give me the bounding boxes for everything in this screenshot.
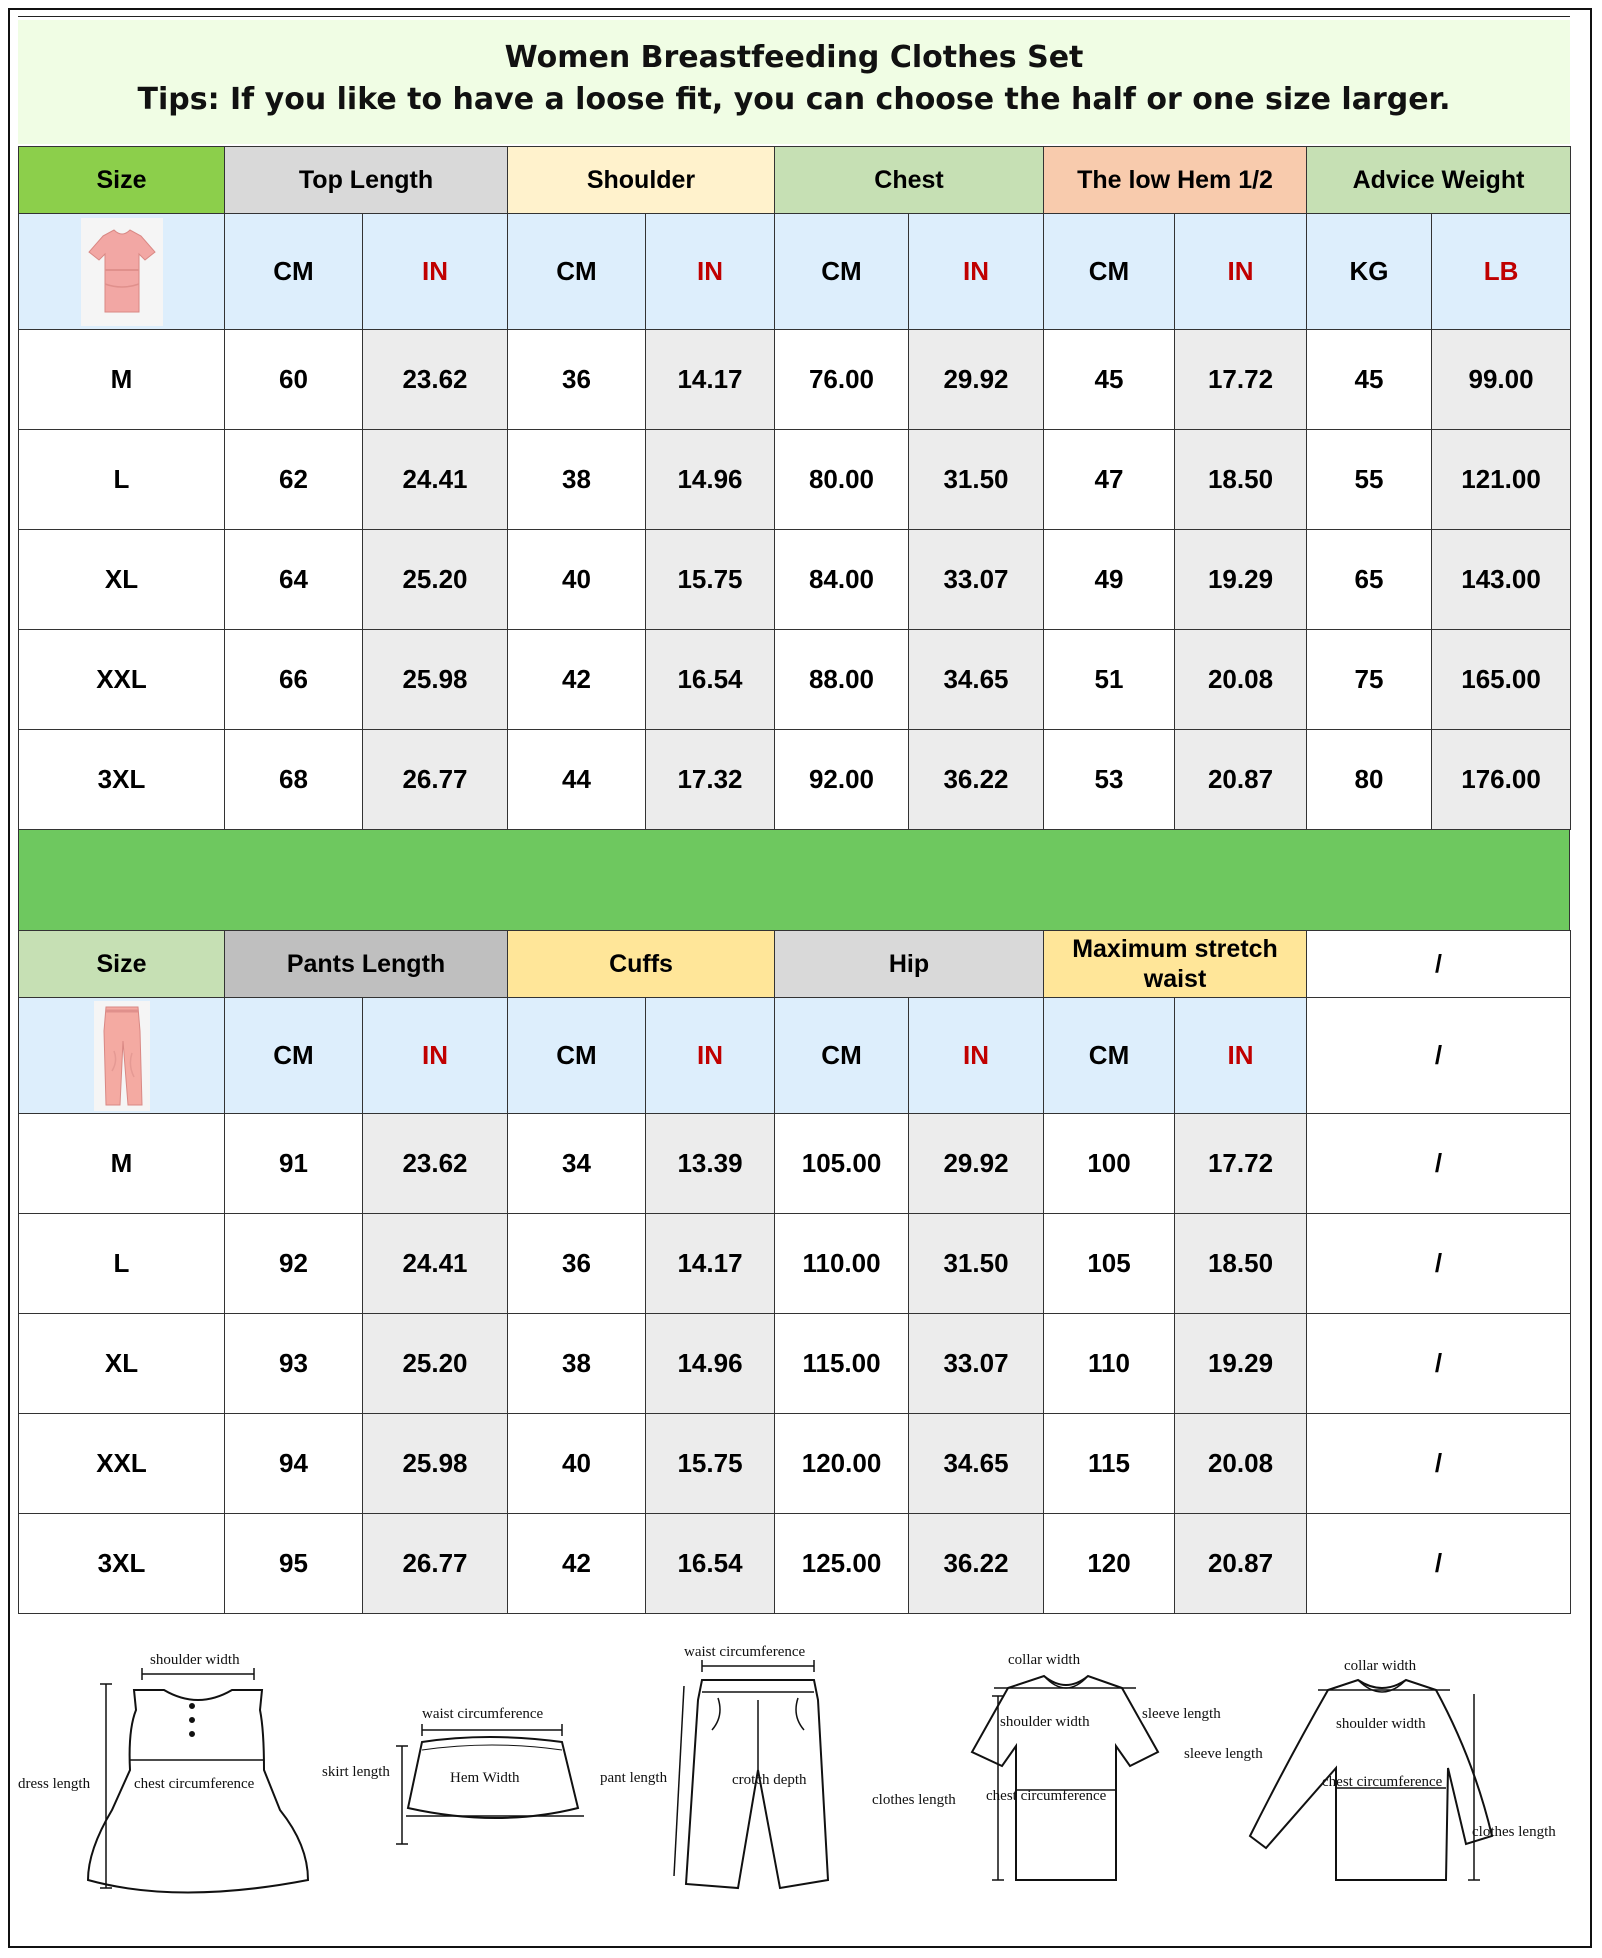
- label-collar-width: collar width: [1008, 1652, 1081, 1668]
- size-row: [19, 430, 1571, 530]
- label-sleeve-length: sleeve length: [1184, 1746, 1263, 1762]
- in-value-cell: 15.75: [646, 530, 775, 630]
- cm-value-cell: 45: [1044, 330, 1175, 430]
- in-value-cell: 24.41: [363, 1214, 508, 1314]
- dress-diagram: [18, 1652, 308, 1893]
- label-sleeve-length: sleeve length: [1142, 1706, 1221, 1722]
- size-row: [19, 1314, 1571, 1414]
- size-label-cell: XXL: [19, 630, 225, 730]
- label-waist-circumference: waist circumference: [684, 1644, 806, 1660]
- label-clothes-length: clothes length: [872, 1792, 956, 1808]
- in-value-cell: 19.29: [1175, 530, 1307, 630]
- header-top-length: Top Length: [225, 147, 508, 214]
- size-label-cell: XXL: [19, 1414, 225, 1514]
- in-value-cell: 165.00: [1432, 630, 1571, 730]
- in-value-cell: 25.20: [363, 530, 508, 630]
- unit-in: IN: [1175, 998, 1307, 1114]
- in-value-cell: 33.07: [909, 1314, 1044, 1414]
- size-row: [19, 1214, 1571, 1314]
- cm-value-cell: 80: [1307, 730, 1432, 830]
- label-shoulder-width: shoulder width: [1336, 1716, 1426, 1732]
- in-value-cell: 29.92: [909, 330, 1044, 430]
- header-size: Size: [19, 931, 225, 998]
- unit-slash: /: [1307, 998, 1571, 1114]
- pants-diagram: [600, 1644, 828, 1888]
- label-skirt-length: skirt length: [322, 1764, 390, 1780]
- top-rule: [18, 16, 1570, 17]
- in-value-cell: 143.00: [1432, 530, 1571, 630]
- header-cuffs: Cuffs: [508, 931, 775, 998]
- cm-value-cell: 45: [1307, 330, 1432, 430]
- size-row: [19, 1114, 1571, 1214]
- label-pant-length: pant length: [600, 1770, 668, 1786]
- unit-kg: KG: [1307, 214, 1432, 330]
- in-value-cell: 25.98: [363, 630, 508, 730]
- cm-value-cell: 42: [508, 630, 646, 730]
- cm-value-cell: 84.00: [775, 530, 909, 630]
- cm-value-cell: 100: [1044, 1114, 1175, 1214]
- in-value-cell: 23.62: [363, 330, 508, 430]
- unit-cm: CM: [225, 998, 363, 1114]
- in-value-cell: 16.54: [646, 630, 775, 730]
- unit-cm: CM: [1044, 998, 1175, 1114]
- longsleeve-diagram: [1184, 1658, 1556, 1880]
- in-value-cell: 29.92: [909, 1114, 1044, 1214]
- cm-value-cell: 80.00: [775, 430, 909, 530]
- cm-value-cell: 64: [225, 530, 363, 630]
- cm-value-cell: 91: [225, 1114, 363, 1214]
- cm-value-cell: 66: [225, 630, 363, 730]
- empty-slash-cell: /: [1307, 1314, 1571, 1414]
- unit-cm: CM: [508, 998, 646, 1114]
- cm-value-cell: 120: [1044, 1514, 1175, 1614]
- cm-value-cell: 75: [1307, 630, 1432, 730]
- page-title: Women Breastfeeding Clothes Set: [504, 40, 1084, 75]
- header-low-hem: The low Hem 1/2: [1044, 147, 1307, 214]
- in-value-cell: 36.22: [909, 1514, 1044, 1614]
- label-shoulder-width: shoulder width: [1000, 1714, 1090, 1730]
- top-header-row: [19, 147, 1571, 214]
- cm-value-cell: 92.00: [775, 730, 909, 830]
- top-thumbnail-cell: [19, 214, 225, 330]
- fit-tips: Tips: If you like to have a loose fit, you can choose the half or one size larger.: [137, 82, 1451, 117]
- size-label-cell: 3XL: [19, 730, 225, 830]
- cm-value-cell: 60: [225, 330, 363, 430]
- tshirt-diagram: [872, 1652, 1221, 1880]
- in-value-cell: 18.50: [1175, 1214, 1307, 1314]
- top-unit-row: [19, 214, 1571, 330]
- cm-value-cell: 47: [1044, 430, 1175, 530]
- size-label-cell: XL: [19, 1314, 225, 1414]
- cm-value-cell: 110.00: [775, 1214, 909, 1314]
- cm-value-cell: 49: [1044, 530, 1175, 630]
- size-row: [19, 330, 1571, 430]
- cm-value-cell: 42: [508, 1514, 646, 1614]
- empty-slash-cell: /: [1307, 1114, 1571, 1214]
- header-advice-weight: Advice Weight: [1307, 147, 1571, 214]
- cm-value-cell: 40: [508, 1414, 646, 1514]
- header-empty-slash: /: [1307, 931, 1571, 998]
- in-value-cell: 121.00: [1432, 430, 1571, 530]
- cm-value-cell: 94: [225, 1414, 363, 1514]
- unit-in: IN: [909, 998, 1044, 1114]
- label-crotch-depth: crotch depth: [732, 1772, 807, 1788]
- unit-in: IN: [646, 214, 775, 330]
- label-collar-width: collar width: [1344, 1658, 1417, 1674]
- cm-value-cell: 105: [1044, 1214, 1175, 1314]
- cm-value-cell: 44: [508, 730, 646, 830]
- header-max-stretch-waist: Maximum stretch waist: [1044, 931, 1307, 998]
- label-chest-circumference: chest circumference: [1322, 1774, 1443, 1790]
- header-hip: Hip: [775, 931, 1044, 998]
- top-size-table: [18, 146, 1571, 830]
- size-row: [19, 1514, 1571, 1614]
- in-value-cell: 26.77: [363, 730, 508, 830]
- in-value-cell: 14.96: [646, 1314, 775, 1414]
- skirt-diagram: [322, 1706, 584, 1844]
- cm-value-cell: 38: [508, 430, 646, 530]
- in-value-cell: 34.65: [909, 1414, 1044, 1514]
- in-value-cell: 176.00: [1432, 730, 1571, 830]
- in-value-cell: 34.65: [909, 630, 1044, 730]
- cm-value-cell: 51: [1044, 630, 1175, 730]
- label-dress-length: dress length: [18, 1776, 91, 1792]
- cm-value-cell: 92: [225, 1214, 363, 1314]
- header-pants-length: Pants Length: [225, 931, 508, 998]
- size-row: [19, 1414, 1571, 1514]
- unit-cm: CM: [1044, 214, 1175, 330]
- size-label-cell: L: [19, 1214, 225, 1314]
- in-value-cell: 99.00: [1432, 330, 1571, 430]
- size-label-cell: L: [19, 430, 225, 530]
- unit-in: IN: [363, 214, 508, 330]
- unit-cm: CM: [225, 214, 363, 330]
- label-chest-circumference: chest circumference: [134, 1776, 255, 1792]
- in-value-cell: 13.39: [646, 1114, 775, 1214]
- label-chest-circumference: chest circumference: [986, 1788, 1107, 1804]
- unit-in: IN: [646, 998, 775, 1114]
- cm-value-cell: 65: [1307, 530, 1432, 630]
- size-row: [19, 530, 1571, 630]
- in-value-cell: 20.08: [1175, 1414, 1307, 1514]
- in-value-cell: 25.20: [363, 1314, 508, 1414]
- in-value-cell: 17.72: [1175, 330, 1307, 430]
- diagram-svg: [18, 1640, 1570, 1920]
- measurement-diagrams: [18, 1640, 1570, 1920]
- unit-cm: CM: [775, 998, 909, 1114]
- page-header: [18, 20, 1570, 144]
- section-divider-band: [18, 830, 1570, 930]
- in-value-cell: 18.50: [1175, 430, 1307, 530]
- label-hem-width: Hem Width: [450, 1770, 520, 1786]
- in-value-cell: 25.98: [363, 1414, 508, 1514]
- label-shoulder-width: shoulder width: [150, 1652, 240, 1668]
- unit-cm: CM: [775, 214, 909, 330]
- in-value-cell: 33.07: [909, 530, 1044, 630]
- in-value-cell: 17.72: [1175, 1114, 1307, 1214]
- size-row: [19, 730, 1571, 830]
- pink-pants-icon: [94, 1001, 150, 1111]
- size-label-cell: XL: [19, 530, 225, 630]
- in-value-cell: 19.29: [1175, 1314, 1307, 1414]
- empty-slash-cell: /: [1307, 1514, 1571, 1614]
- pink-tshirt-icon: [81, 218, 163, 326]
- in-value-cell: 26.77: [363, 1514, 508, 1614]
- in-value-cell: 36.22: [909, 730, 1044, 830]
- in-value-cell: 20.87: [1175, 730, 1307, 830]
- cm-value-cell: 62: [225, 430, 363, 530]
- unit-in: IN: [909, 214, 1044, 330]
- in-value-cell: 14.96: [646, 430, 775, 530]
- header-size: Size: [19, 147, 225, 214]
- unit-cm: CM: [508, 214, 646, 330]
- empty-slash-cell: /: [1307, 1414, 1571, 1514]
- unit-in: IN: [1175, 214, 1307, 330]
- in-value-cell: 17.32: [646, 730, 775, 830]
- cm-value-cell: 76.00: [775, 330, 909, 430]
- size-label-cell: M: [19, 330, 225, 430]
- in-value-cell: 14.17: [646, 330, 775, 430]
- size-label-cell: 3XL: [19, 1514, 225, 1614]
- cm-value-cell: 115: [1044, 1414, 1175, 1514]
- cm-value-cell: 34: [508, 1114, 646, 1214]
- in-value-cell: 31.50: [909, 430, 1044, 530]
- cm-value-cell: 55: [1307, 430, 1432, 530]
- bottom-unit-row: [19, 998, 1571, 1114]
- bottom-thumbnail-cell: [19, 998, 225, 1114]
- cm-value-cell: 105.00: [775, 1114, 909, 1214]
- cm-value-cell: 53: [1044, 730, 1175, 830]
- in-value-cell: 24.41: [363, 430, 508, 530]
- size-label-cell: M: [19, 1114, 225, 1214]
- cm-value-cell: 36: [508, 330, 646, 430]
- label-waist-circumference: waist circumference: [422, 1706, 544, 1722]
- header-chest: Chest: [775, 147, 1044, 214]
- empty-slash-cell: /: [1307, 1214, 1571, 1314]
- cm-value-cell: 68: [225, 730, 363, 830]
- size-row: [19, 630, 1571, 730]
- cm-value-cell: 110: [1044, 1314, 1175, 1414]
- cm-value-cell: 120.00: [775, 1414, 909, 1514]
- bottom-size-table: [18, 930, 1571, 1614]
- unit-in: IN: [363, 998, 508, 1114]
- cm-value-cell: 36: [508, 1214, 646, 1314]
- in-value-cell: 23.62: [363, 1114, 508, 1214]
- cm-value-cell: 38: [508, 1314, 646, 1414]
- in-value-cell: 20.87: [1175, 1514, 1307, 1614]
- in-value-cell: 15.75: [646, 1414, 775, 1514]
- label-clothes-length: clothes length: [1472, 1824, 1556, 1840]
- cm-value-cell: 88.00: [775, 630, 909, 730]
- cm-value-cell: 115.00: [775, 1314, 909, 1414]
- cm-value-cell: 95: [225, 1514, 363, 1614]
- bottom-header-row: [19, 931, 1571, 998]
- in-value-cell: 20.08: [1175, 630, 1307, 730]
- unit-lb: LB: [1432, 214, 1571, 330]
- cm-value-cell: 125.00: [775, 1514, 909, 1614]
- cm-value-cell: 93: [225, 1314, 363, 1414]
- cm-value-cell: 40: [508, 530, 646, 630]
- header-shoulder: Shoulder: [508, 147, 775, 214]
- in-value-cell: 14.17: [646, 1214, 775, 1314]
- in-value-cell: 31.50: [909, 1214, 1044, 1314]
- in-value-cell: 16.54: [646, 1514, 775, 1614]
